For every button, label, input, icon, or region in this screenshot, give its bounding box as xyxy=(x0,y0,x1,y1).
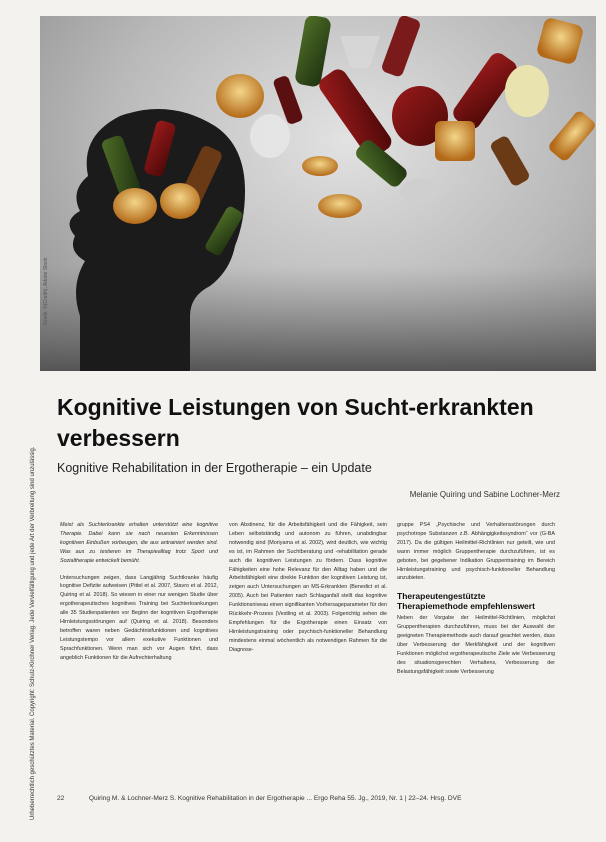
text-column-2 xyxy=(229,521,387,663)
body-paragraph: von Abstinenz, für die Arbeitsfähigkeit und die Fähigkeit, sein Leben selbstständig und autonom zu führen, unabdingbar notwendig sind (Moriyama et al. 2002), wird deutlich, wie wichtig es ist, im Rahmen der Suchtberatung und -rehabilitation gerade auch die kognitiven Leistungen zu fördern. Dass kognitive Fähigkeiten eine hohe Relevanz für den Alltag haben und die Arbeitsfähigkeit eine direkte Funktion der kognitiven Leistung ist, zeigen auch Untersuchungen an MS-Erkrankten (Benedict et al. 2005). Auch bei Patienten nach Schlaganfall stellt das kognitive Funktionsniveau einen signifikanten Vorhersageparameter für den Rückkehr-Prozess (Vestling et al. 2003). Folgerichtig sehen die Empfehlungen für die Ergotherapie einen Einsatz von Hirnleistungstraining oder psychisch-funktioneller Behandlung mindestens einmal wöchentlich als notwendigen Rahmen für die Diagnose- xyxy=(229,522,387,653)
page-footer xyxy=(57,795,587,802)
image-credit: Grafik: ©(Credit), Adobe Stock xyxy=(43,257,49,325)
hero-image xyxy=(40,16,596,371)
section-heading: Therapeutengestützte Therapiemethode empfehlenswert xyxy=(397,591,535,612)
footer-citation: Quiring M. & Lochner-Merz S. Kognitive Rehabilitation in der Ergotherapie ... Ergo Reha 55. Jg., 2019, Nr. 1 | 22–24. Hrsg. DVE xyxy=(88,795,462,802)
head-silhouette-bottles-illustration xyxy=(40,16,596,371)
body-paragraph: Untersuchungen zeigen, dass Langjährig Suchtkranke häufig kognitive Defizite aufweisen (Pittel et al. 2007, Stavro et al. 2012, Quiring et al. 2018). So wiesen in einer nur wenigen Studie über ergotherapeutisches kognitives Training bei Suchterkrankungen alle 35 Studienpatienten vor Beginn der kognitiven Ergotherapie Hirnleistungsstörungen auf (Quiring et al. 2018). Besonders betroffen waren neben Gedächtnisfunktionen und kognitives Leistungstempo vor allem exekutive Funktionen und Sprachfunktionen. Wenn man sich vor Augen führt, dass angeblich Funktionen für die Aufrechterhaltung xyxy=(60,574,218,661)
copyright-notice: Urheberrechtlich geschütztes Material. Copyright: Schulz-Kirchner Verlag. Jede Vervielfältigung und jede Art der Verbreitung sind unzulässig. xyxy=(30,446,36,820)
body-paragraph: Neben der Vorgabe der Heilmittel-Richtlinien, möglichst Gruppentherapien durchzuführen, muss bei der Auswahl der geeigneten Therapiemethode auch darauf geachtet werden, dass über Verbesserung der Merkfähigkeit und der kognitiven Funktionen möglichst ergotherapeutische Ziele wie Verbesserung des situationsgerechten Verhaltens, Verbesserung der Belastungsfähigkeit sowie Verbesserung xyxy=(397,615,555,675)
page-number: 22 xyxy=(57,795,65,802)
article-title: Kognitive Leistungen von Sucht-erkrankten verbessern xyxy=(57,394,534,451)
body-paragraph: gruppe PS4 „Psychische und Verhaltensstörungen durch psychotrope Substanzen z.B. Abhängigkeitssyndrom“ vor (G-BA 2017). Da die gültigen Heilmittel-Richtlinien nur geteilt, wie und wann immer möglich Gruppentherapie durchzuführen, ist es geboten, bei gegebener Indikation Gruppentraining im Bereich Hirnleistungstraining und psychisch-funktioneller Behandlung anzubieten. xyxy=(397,522,555,582)
article-authors: Melanie Quiring und Sabine Lochner-Merz xyxy=(409,490,560,499)
article-lead: Meist als Suchterkrankte erhalten unterstützt eine kognitive Therapie. Dabei kann sie nach neuesten Erkenntnissen kognitiven Einbußen vorbeugen, die aus antrainiert werden sind. Was aus zu testieren im Therapiealltag trotz Sport und Sozialtherapie entwickelt bemüht. xyxy=(60,522,218,564)
text-column-3 xyxy=(397,521,555,685)
text-column-1 xyxy=(60,521,218,671)
article-subtitle: Kognitive Rehabilitation in der Ergotherapie – ein Update xyxy=(57,461,372,475)
